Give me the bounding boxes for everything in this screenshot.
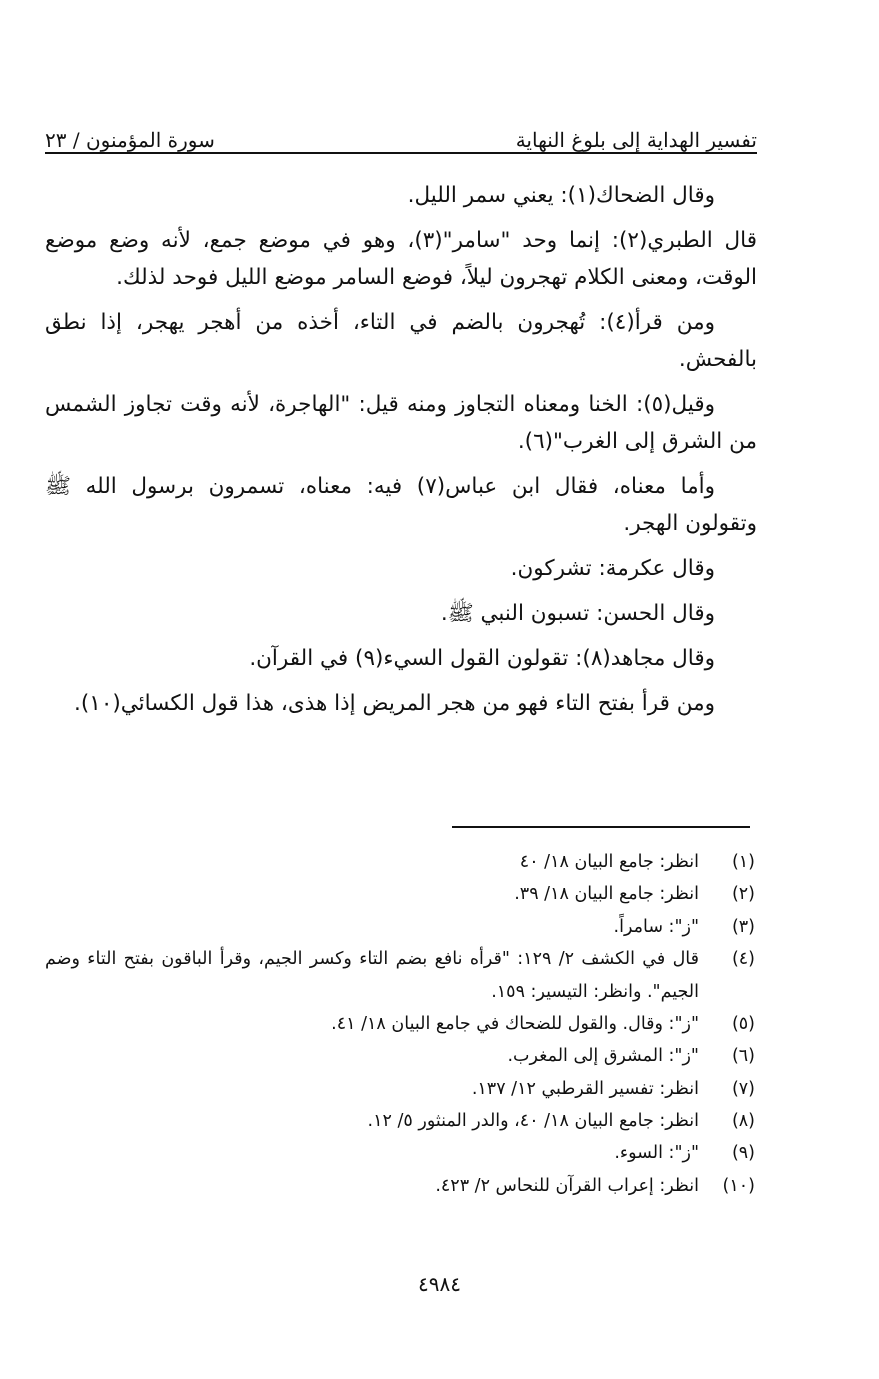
footnote-text: انظر: إعراب القرآن للنحاس ٢/ ٤٢٣. bbox=[435, 1175, 699, 1196]
paragraph: وقيل(٥): الخنا ومعناه التجاوز ومنه قيل: "الهاجرة، لأنه وقت تجاوز الشمس من الشرق إلى الغرب"(٦). bbox=[45, 391, 757, 454]
footnote-number: (١) bbox=[731, 852, 755, 872]
footnote-number: (٩) bbox=[731, 1143, 755, 1164]
footnote-number: (٦) bbox=[731, 1046, 755, 1067]
footnote-text: انظر: جامع البيان ١٨/ ٤٠ bbox=[519, 852, 699, 872]
surah-label: سورة المؤمنون / ٢٣ bbox=[45, 128, 215, 152]
paragraph: قال الطبري(٢): إنما وحد "سامر"(٣)، وهو في موضع جمع، لأنه وضع موضع الوقت، ومعنى الكلام تهجرون ليلاً، فوضع السامر موضع الليل فوحد لذلك. bbox=[45, 227, 757, 290]
footnote-divider bbox=[452, 826, 750, 828]
footnote-item bbox=[45, 1137, 757, 1169]
book-title: تفسير الهداية إلى بلوغ النهاية bbox=[515, 128, 757, 152]
paragraph: ومن قرأ(٤): تُهجرون بالضم في التاء، أخذه من أهجر يهجر، إذا نطق بالفحش. bbox=[45, 309, 757, 372]
main-text bbox=[45, 178, 757, 731]
footnote-text: "ز": المشرق إلى المغرب. bbox=[507, 1046, 699, 1067]
footnote-number: (٢) bbox=[731, 884, 755, 905]
footnote-item bbox=[45, 878, 757, 910]
header-divider bbox=[45, 152, 757, 154]
footnote-item bbox=[45, 1073, 757, 1105]
footnote-text: انظر: تفسير القرطبي ١٢/ ١٣٧. bbox=[471, 1078, 699, 1099]
running-header bbox=[45, 110, 757, 152]
paragraph: وأما معناه، فقال ابن عباس(٧) فيه: معناه، تسمرون برسول الله ﷺ وتقولون الهجر. bbox=[45, 473, 757, 536]
footnote-number: (٤) bbox=[731, 949, 755, 970]
footnote-text: انظر: جامع البيان ١٨/ ٣٩. bbox=[514, 884, 699, 905]
page-number: ٤٩٨٤ bbox=[418, 1272, 461, 1296]
footnote-item bbox=[45, 1040, 757, 1072]
footnotes-list bbox=[45, 846, 757, 1202]
footnote-text: "ز": السوء. bbox=[614, 1143, 699, 1164]
footnote-item bbox=[45, 846, 757, 878]
footnote-item bbox=[45, 1170, 757, 1202]
footnote-number: (٧) bbox=[731, 1078, 755, 1099]
paragraph: ومن قرأ بفتح التاء فهو من هجر المريض إذا هذى، هذا قول الكسائي(١٠). bbox=[74, 690, 715, 716]
footnote-number: (١٠) bbox=[722, 1175, 755, 1196]
footnote-number: (٣) bbox=[731, 916, 755, 937]
paragraph: وقال الحسن: تسبون النبي ﷺ. bbox=[440, 600, 715, 626]
footnote-number: (٥) bbox=[731, 1013, 755, 1034]
footnote-item bbox=[45, 1105, 757, 1137]
footnote-text: قال في الكشف ٢/ ١٢٩: "قرأه نافع بضم التاء وكسر الجيم، وقرأ الباقون بفتح التاء وضم الجيم". وانظر: التيسير: ١٥٩. bbox=[45, 949, 700, 1002]
footnote-text: انظر: جامع البيان ١٨/ ٤٠، والدر المنثور ٥/ ١٢. bbox=[367, 1111, 699, 1131]
footnote-item bbox=[45, 911, 757, 943]
paragraph: وقال مجاهد(٨): تقولون القول السيء(٩) في القرآن. bbox=[249, 645, 715, 671]
footnote-item bbox=[45, 943, 757, 1008]
paragraph: وقال عكرمة: تشركون. bbox=[510, 555, 715, 581]
footnote-number: (٨) bbox=[731, 1111, 755, 1131]
footnote-item bbox=[45, 1008, 757, 1040]
footnote-text: "ز": سامراً. bbox=[613, 916, 699, 937]
footnote-text: "ز": وقال. والقول للضحاك في جامع البيان ١٨/ ٤١. bbox=[331, 1013, 699, 1034]
paragraph: وقال الضحاك(١): يعني سمر الليل. bbox=[407, 183, 715, 208]
